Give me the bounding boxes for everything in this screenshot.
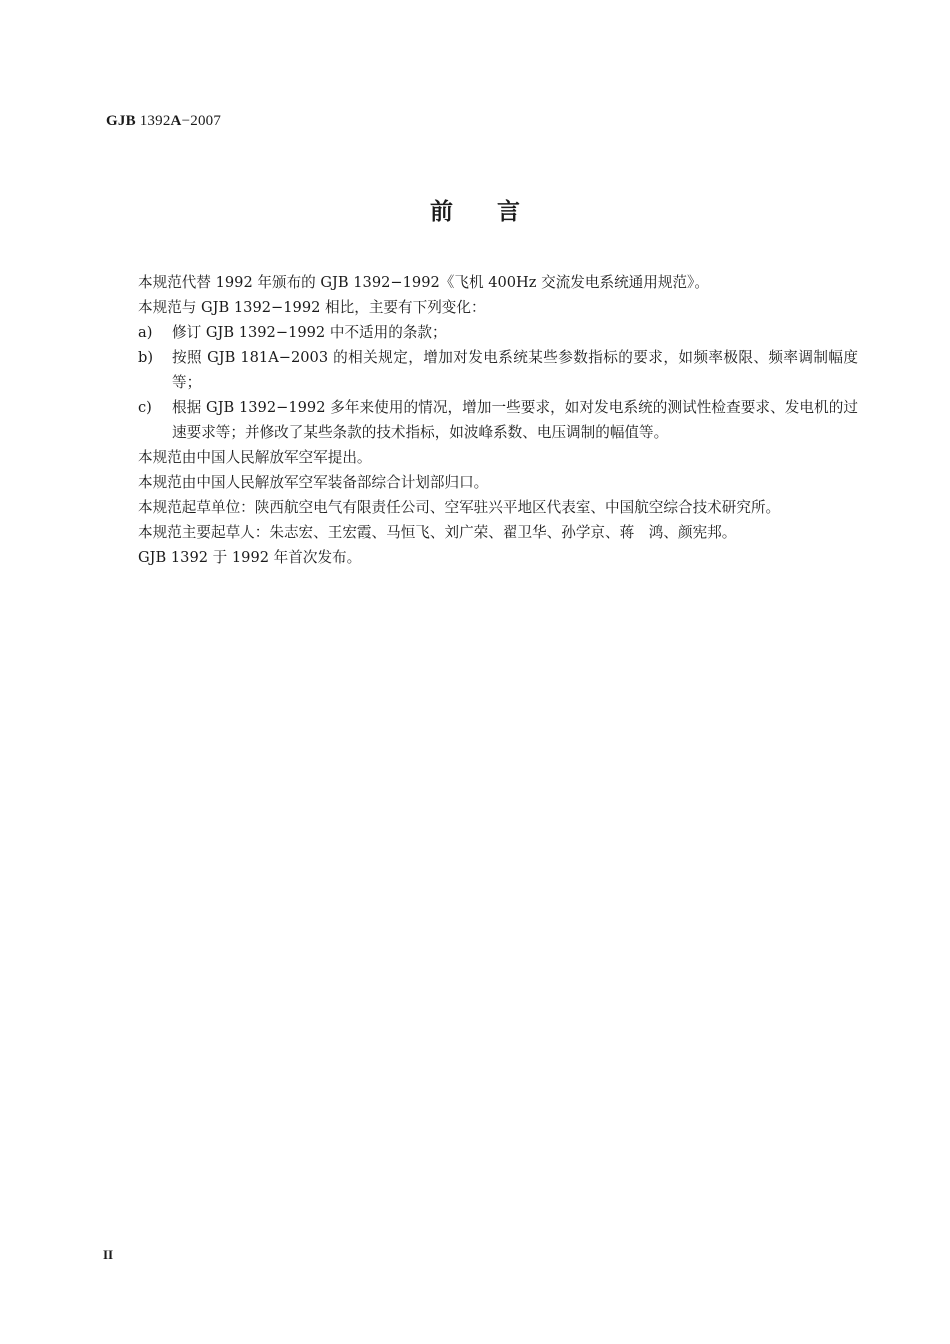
list-item: [138, 395, 858, 445]
list-item-text: 按照 GJB 181A−2003 的相关规定，增加对发电系统某些参数指标的要求，如频率极限、频率调制幅度等；: [172, 349, 858, 391]
foreword-body: [138, 270, 858, 570]
list-item-marker: b): [138, 349, 154, 366]
paragraph-administrator: 本规范由中国人民解放军空军装备部综合计划部归口。: [138, 474, 489, 491]
list-item-text: 修订 GJB 1392−1992 中不适用的条款；: [172, 324, 447, 341]
list-item: [138, 345, 858, 395]
paragraph-drafters: 本规范主要起草人：朱志宏、王宏霞、马恒飞、刘广荣、翟卫华、孙学京、蒋 鸿、颜宪邦。: [138, 524, 737, 541]
paragraph-first-issue: GJB 1392 于 1992 年首次发布。: [138, 549, 362, 566]
paragraph-drafting-units: 本规范起草单位：陕西航空电气有限责任公司、空军驻兴平地区代表室、中国航空综合技术研究所。: [138, 499, 781, 516]
document-code-number: 1392: [135, 113, 171, 129]
list-item-text: 根据 GJB 1392−1992 多年来使用的情况，增加一些要求，如对发电系统的测试性检查要求、发电机的过速要求等；并修改了某些条款的技术指标，如波峰系数、电压调制的幅值等。: [172, 399, 858, 441]
page-title: 前言: [430, 199, 564, 225]
document-code-year: −2007: [181, 113, 222, 129]
list-item-marker: c): [138, 399, 152, 416]
paragraph-replacement: 本规范代替 1992 年颁布的 GJB 1392−1992《飞机 400Hz 交流发电系统通用规范》。: [138, 274, 709, 291]
list-item-marker: a): [138, 324, 153, 341]
document-code-prefix: GJB: [106, 113, 136, 129]
document-code: [106, 113, 221, 130]
document-code-suffix: A: [170, 113, 182, 129]
page-number: II: [103, 1247, 114, 1262]
paragraph-proposer: 本规范由中国人民解放军空军提出。: [138, 449, 372, 466]
paragraph-changes-intro: 本规范与 GJB 1392−1992 相比，主要有下列变化：: [138, 299, 486, 316]
list-item: [138, 320, 858, 345]
